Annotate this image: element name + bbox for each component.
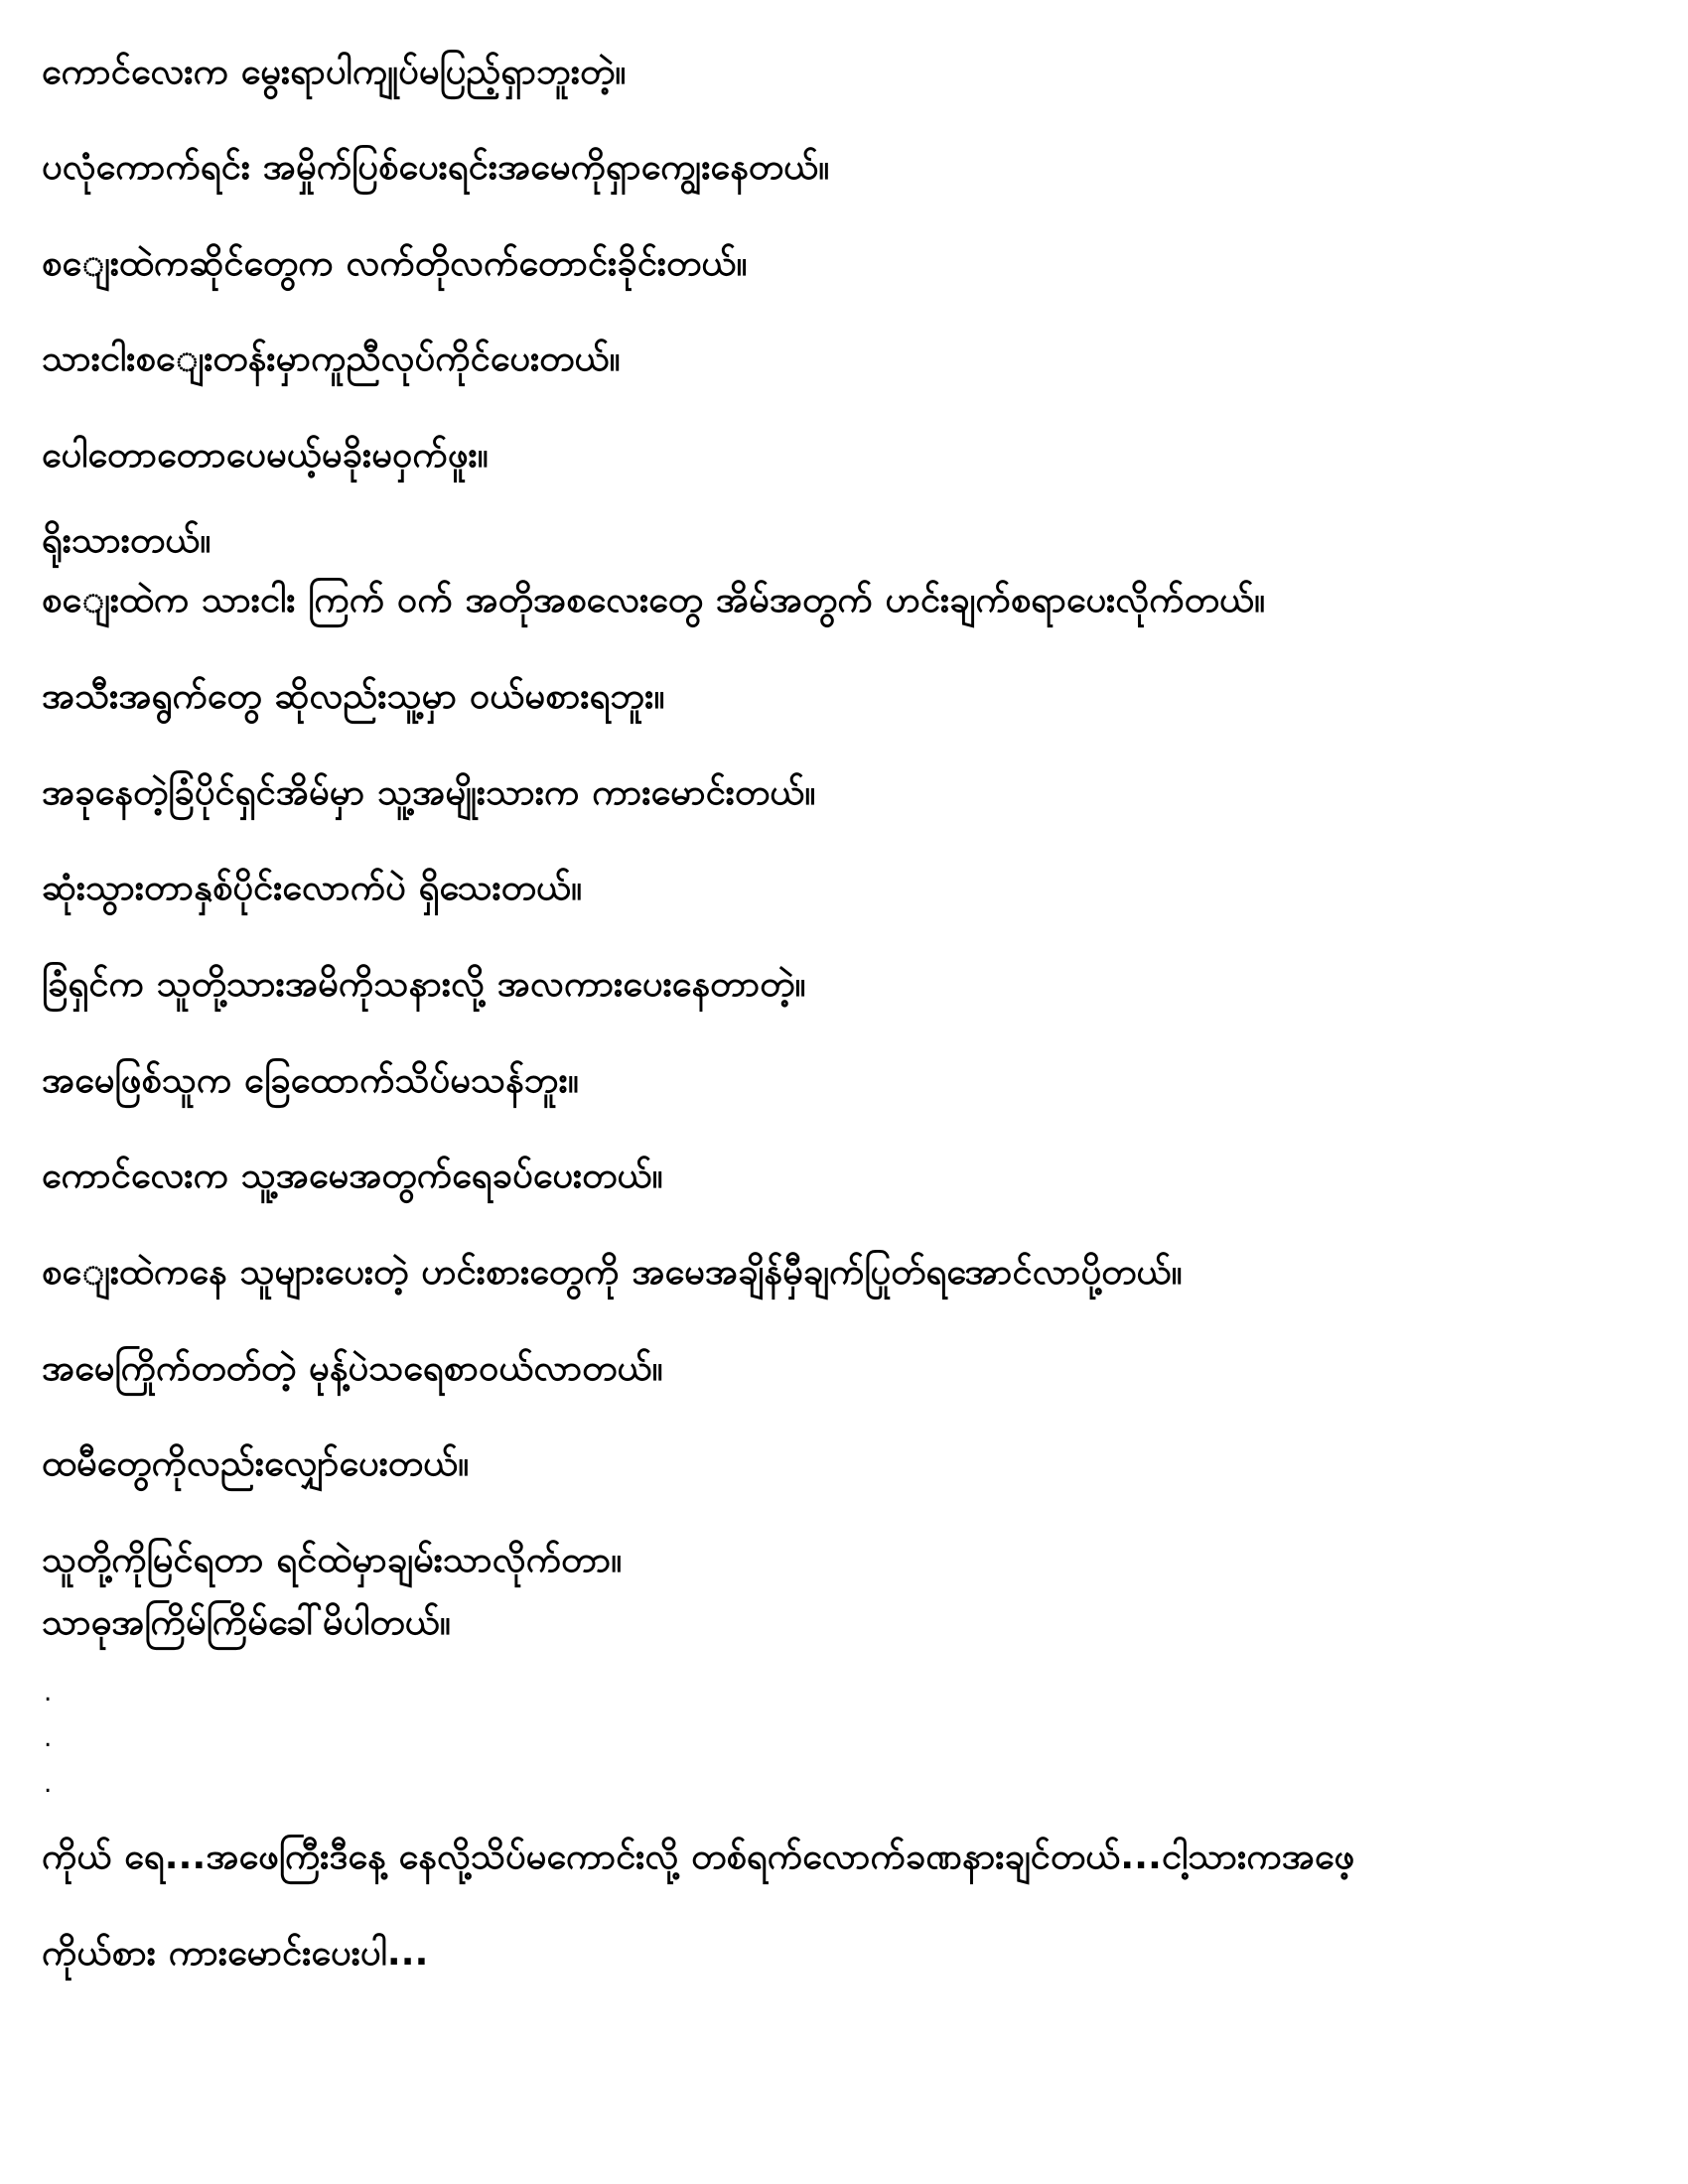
text-line: စ​ျေးထဲကဆိုင်တွေက လက်တိုလက်တောင်းခိုင်းတယ်။ [42,243,748,284]
text-line: ရိုးသားတယ်။ [42,520,211,561]
text-line: ထမီတွေကိုလည်းလျှော်ပေးတယ်။ [42,1443,470,1484]
text-line: အမေကြိုက်တတ်တဲ့ မုန့်ပဲသရေစာဝယ်လာတယ်။ [42,1348,663,1389]
ellipsis-dot: . [44,1723,53,1753]
text-line: ခြံရှင်က သူတို့သားအမိကိုသနားလို့ အလကားပေးနေတာတဲ့။ [42,964,806,1005]
ellipsis-dot: . [44,1678,53,1707]
text-line: အသီးအရွက်တွေ ဆိုလည်းသူ့မှာ ဝယ်မစားရဘူး။ [42,676,665,717]
text-line: သာဓုအကြိမ်ကြိမ်ခေါ်မိပါတယ်။ [42,1602,452,1643]
text-line: ကောင်လေးက သူ့အမေအတွက်ရေခပ်ပေးတယ်။ [42,1156,663,1196]
text-line: အခုနေတဲ့ခြံပိုင်ရှင်အိမ်မှာ သူ့အမျိုးသားက ကားမောင်းတယ်။ [42,772,816,813]
text-line: ကိုယ်စား ကားမောင်းပေးပါ... [42,1933,429,1974]
ellipsis-dot: . [44,1769,53,1799]
text-line: စ​ျေးထဲက သားငါး ကြက် ဝက် အတိုအစလေးတွေ အိမ်အတွက် ဟင်းချက်စရာပေးလိုက်တယ်။ [42,580,1266,620]
text-line: အမေဖြစ်သူက ခြေထောက်သိပ်မသန်ဘူး။ [42,1060,579,1101]
text-line: ပလုံကောက်ရင်း အမှိုက်ပြစ်ပေးရင်းအမေကိုရှာကျွေးနေတယ်။ [42,147,830,188]
text-line: သားငါးစ​ျေးတန်းမှာကူညီလုပ်ကိုင်ပေးတယ်။ [42,339,621,379]
text-line: စ​ျေးထဲကနေ သူများပေးတဲ့ ဟင်းစားတွေကို အမေအချိန်မှီချက်ပြုတ်ရအောင်လာပို့တယ်။ [42,1252,1183,1293]
text-line: ကောင်လေးက မွေးရာပါကျုပ်မပြည့်ရှာဘူးတဲ့။ [42,52,627,92]
text-line: သူတို့ကိုမြင်ရတာ ရင်ထဲမှာချမ်းသာလိုက်တာ။ [42,1540,623,1580]
text-line: ဆုံးသွားတာနှစ်ပိုင်းလောက်ပဲ ရှိသေးတယ်။ [42,868,583,908]
text-line: ကိုယ် ရေ...အဖေကြီးဒီနေ့ နေလို့သိပ်မကောင်းလို့ တစ်ရက်လောက်ခဏနားချင်တယ်...ငါ့သားကအဖေ့ [42,1837,1355,1877]
text-line: ပေါတောတောပေမယ့်မခိုးမဝှက်ဖူး။ [42,435,489,476]
